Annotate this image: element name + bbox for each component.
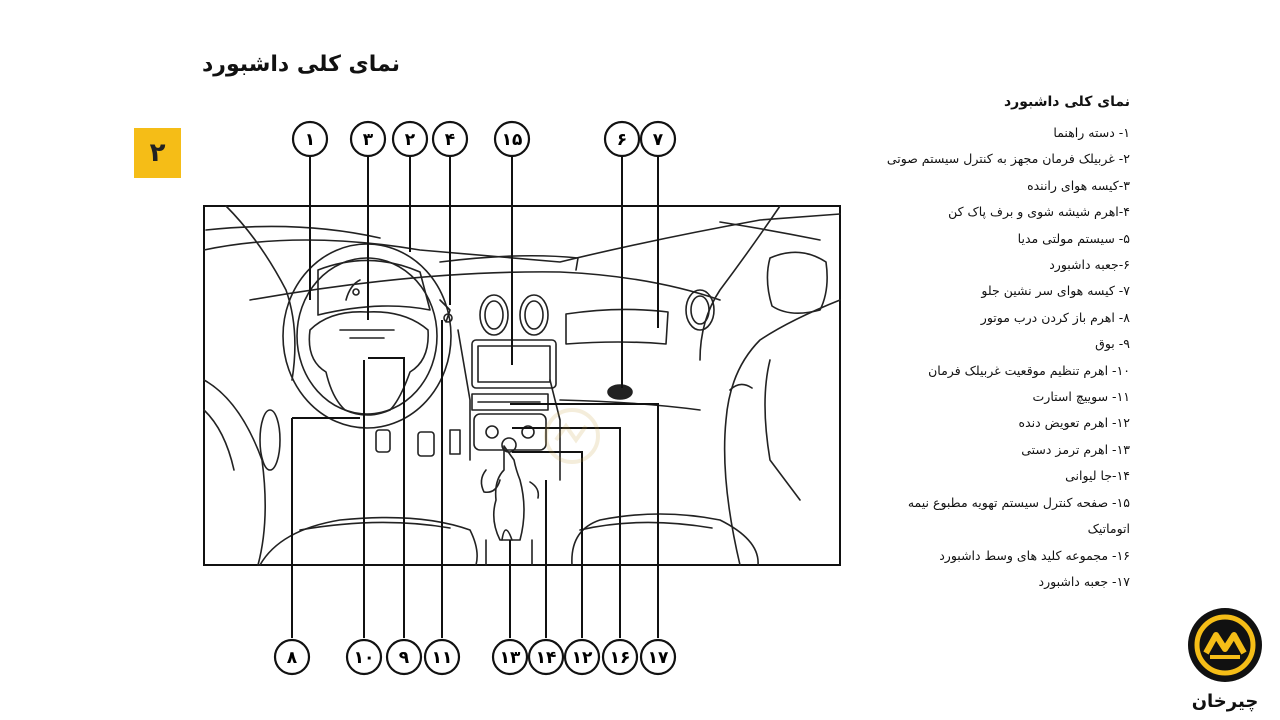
callout-11: [425, 640, 459, 674]
svg-text:۲: ۲: [404, 130, 416, 150]
callout-6: [605, 122, 639, 156]
svg-text:۱: ۱: [304, 130, 316, 150]
legend-list: [840, 120, 1130, 595]
svg-text:۱۱: ۱۱: [431, 648, 453, 668]
legend-item: ۴-اهرم شیشه شوی و برف پاک کن: [948, 204, 1130, 220]
legend-item: ۲- غربیلک فرمان مجهز به کنترل سیستم صوتی: [886, 151, 1130, 167]
svg-text:۷: ۷: [652, 130, 664, 150]
callout-3: [351, 122, 385, 156]
legend-item: ۱- دسته راهنما: [1053, 125, 1130, 140]
svg-text:۱۳: ۱۳: [499, 648, 521, 668]
legend-item: ۱۶- مجموعه کلید های وسط داشبورد: [939, 547, 1130, 563]
chapter-badge: ۲: [134, 128, 181, 178]
bottom-callouts: [275, 640, 675, 674]
svg-text:۹: ۹: [398, 648, 410, 668]
svg-text:۱۶: ۱۶: [609, 648, 631, 668]
gear-lever: [494, 446, 524, 540]
legend-item: ۵- سیستم مولتی مدیا: [1017, 230, 1130, 246]
callout-17: [641, 640, 675, 674]
callout-15: [495, 122, 529, 156]
callout-12: [565, 640, 599, 674]
svg-text:۱۷: ۱۷: [647, 648, 669, 668]
legend-item: ۹- بوق: [1095, 336, 1130, 352]
legend-item: ۱۷- جعبه داشبورد: [1038, 573, 1130, 589]
legend-item: ۱۱- سوییچ استارت: [1032, 389, 1130, 405]
callout-10: [347, 640, 381, 674]
svg-text:۴: ۴: [444, 130, 456, 150]
brand-logo: [1180, 605, 1270, 715]
legend-item: ۷- کیسه هوای سر نشین جلو: [981, 283, 1130, 299]
legend-item: ۱۵- صفحه کنترل سیستم تهویه مطبوع نیمه: [907, 494, 1130, 510]
callout-16: [603, 640, 637, 674]
legend-item: ۶-جعبه داشبورد: [1049, 257, 1130, 273]
legend-item: اتوماتیک: [1087, 521, 1130, 537]
svg-text:۳: ۳: [362, 130, 374, 150]
legend-item: ۱۰- اهرم تنظیم موقعیت غربیلک فرمان: [928, 362, 1130, 378]
svg-text:۱۵: ۱۵: [501, 130, 523, 150]
top-callouts: [293, 122, 675, 156]
legend-item: ۱۲- اهرم تعویض دنده: [1018, 415, 1130, 431]
multimedia-screen: [472, 340, 556, 388]
callout-2: [393, 122, 427, 156]
legend-title: نمای کلی داشبورد: [1004, 94, 1130, 110]
legend-item: ۳-کیسه هوای راننده: [1027, 177, 1130, 193]
brand-name: چیرخان: [1191, 691, 1259, 712]
svg-text:۱۲: ۱۲: [571, 648, 593, 668]
legend-item: ۱۳- اهرم ترمز دستی: [1021, 441, 1130, 457]
callout-4: [433, 122, 467, 156]
callout-14: [529, 640, 563, 674]
watermark-logo: [546, 410, 598, 462]
callout-1: [293, 122, 327, 156]
svg-text:۸: ۸: [286, 648, 298, 668]
legend-item: ۸- اهرم باز کردن درب موتور: [980, 309, 1130, 325]
page-title: نمای کلی داشبورد: [202, 52, 400, 77]
callout-13: [493, 640, 527, 674]
brand-logo-icon: [1180, 605, 1270, 691]
legend: [840, 90, 1130, 595]
svg-text:۱۰: ۱۰: [353, 648, 375, 668]
svg-text:۶: ۶: [616, 130, 628, 150]
callout-7: [641, 122, 675, 156]
legend-item: ۱۴-جا لیوانی: [1065, 468, 1130, 484]
callout-9: [387, 640, 421, 674]
callout-8: [275, 640, 309, 674]
svg-text:۱۴: ۱۴: [535, 648, 557, 668]
